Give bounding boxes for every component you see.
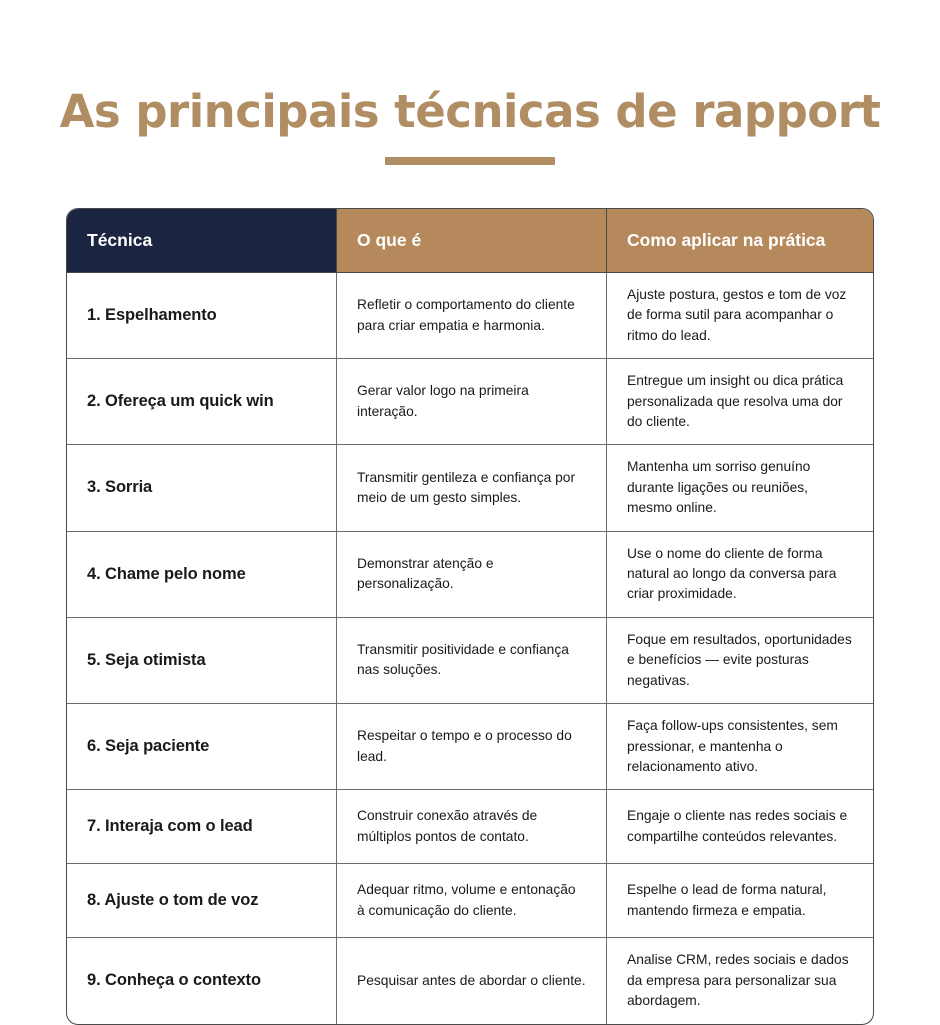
table-row [67,273,873,359]
table-row [67,618,873,704]
cell-o-que-e: Demonstrar atenção e personalização. [337,532,607,618]
cell-tecnica: 3. Sorria [67,445,337,531]
rapport-table-container [66,208,872,1025]
table-body [67,273,873,1024]
cell-tecnica: 9. Conheça o contexto [67,938,337,1023]
cell-o-que-e: Adequar ritmo, volume e entonação à comunicação do cliente. [337,864,607,938]
table-row [67,938,873,1023]
cell-o-que-e: Respeitar o tempo e o processo do lead. [337,704,607,790]
cell-o-que-e: Refletir o comportamento do cliente para criar empatia e harmonia. [337,273,607,359]
cell-como-aplicar: Engaje o cliente nas redes sociais e compartilhe conteúdos relevantes. [607,790,873,864]
title-underline-rule [385,157,555,165]
table-row [67,359,873,445]
column-header-tecnica: Técnica [67,209,337,273]
table-header-row [67,209,873,273]
table-row [67,704,873,790]
cell-como-aplicar: Analise CRM, redes sociais e dados da empresa para personalizar sua abordagem. [627,952,849,1009]
cell-o-que-e: Pesquisar antes de abordar o cliente. [337,938,607,1023]
page-title: As principais técnicas de rapport [59,85,881,138]
table-header [67,209,873,273]
cell-como-aplicar: Entregue um insight ou dica prática personalizada que resolva uma dor do cliente. [607,359,873,445]
cell-como-aplicar: Ajuste postura, gestos e tom de voz de forma sutil para acompanhar o ritmo do lead. [607,273,873,359]
table-row [67,790,873,864]
cell-tecnica: 2. Ofereça um quick win [67,359,337,445]
cell-como-aplicar: Mantenha um sorriso genuíno durante ligações ou reuniões, mesmo online. [607,445,873,531]
cell-o-que-e: Construir conexão através de múltiplos pontos de contato. [337,790,607,864]
title-block [0,0,940,165]
cell-como-aplicar: Foque em resultados, oportunidades e benefícios — evite posturas negativas. [607,618,873,704]
cell-tecnica: 5. Seja otimista [67,618,337,704]
table-row [67,532,873,618]
cell-como-aplicar: Faça follow-ups consistentes, sem pressionar, e mantenha o relacionamento ativo. [607,704,873,790]
cell-o-que-e: Transmitir positividade e confiança nas soluções. [337,618,607,704]
cell-tecnica: 7. Interaja com o lead [67,790,337,864]
column-header-o-que-e: O que é [337,209,607,273]
cell-tecnica: 4. Chame pelo nome [67,532,337,618]
cell-tecnica: 1. Espelhamento [67,273,337,359]
table-row [67,445,873,531]
table-row [67,864,873,938]
cell-como-aplicar: Espelhe o lead de forma natural, mantendo firmeza e empatia. [607,864,873,938]
column-header-como-aplicar: Como aplicar na prática [607,209,873,273]
rapport-table [66,208,874,1025]
cell-o-que-e: Transmitir gentileza e confiança por meio de um gesto simples. [337,445,607,531]
cell-tecnica: 8. Ajuste o tom de voz [67,864,337,938]
cell-como-aplicar: Use o nome do cliente de forma natural ao longo da conversa para criar proximidade. [607,532,873,618]
cell-o-que-e: Gerar valor logo na primeira interação. [337,359,607,445]
cell-tecnica: 6. Seja paciente [67,704,337,790]
